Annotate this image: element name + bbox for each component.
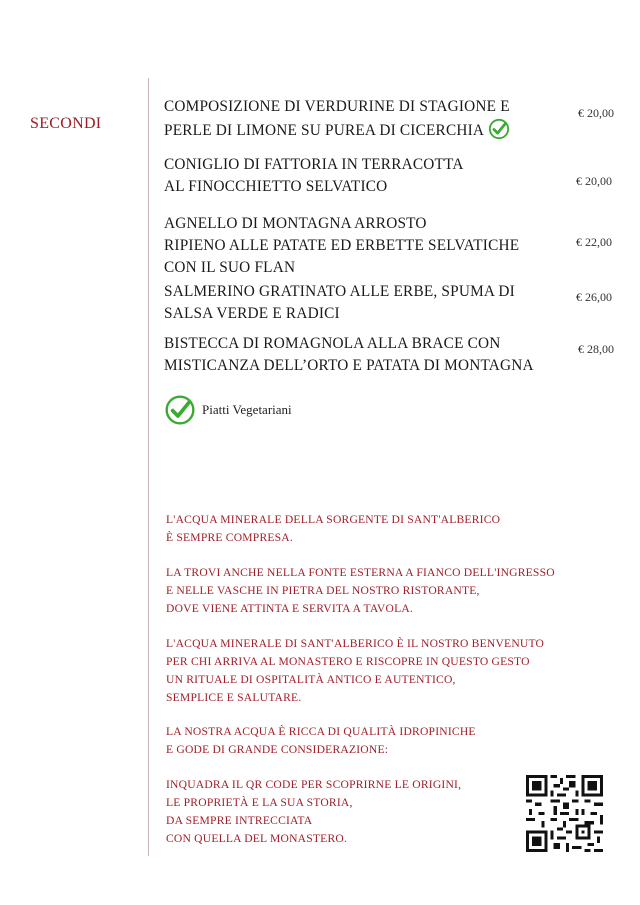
dish-name: COMPOSIZIONE DI VERDURINE DI STAGIONE E PERLE DI LIMONE SU PUREA DI CICERCHIA (164, 98, 510, 139)
dish-price: € 26,00 (576, 290, 612, 304)
vegetarian-check-icon (488, 118, 510, 140)
dish-name: CONIGLIO DI FATTORIA IN TERRACOTTA AL FINOCCHIETTO SELVATICO (164, 156, 464, 195)
dish-item (164, 154, 564, 198)
water-info-paragraph: INQUADRA IL QR CODE PER SCOPRIRNE LE ORIGINI, LE PROPRIETÀ E LA SUA STORIA, DA SEMPRE INTRECCIATA CON QUELLA DEL MONASTERO. (166, 778, 462, 845)
qr-code[interactable] (526, 775, 603, 852)
dish-name: SALMERINO GRATINATO ALLE ERBE, SPUMA DI SALSA VERDE E RADICI (164, 283, 515, 322)
section-title: SECONDI (30, 115, 102, 132)
dish-price: € 20,00 (578, 106, 614, 120)
dish-item (164, 281, 564, 325)
dish-price: € 22,00 (576, 235, 612, 249)
vegetarian-legend (164, 394, 292, 426)
dish-item (164, 213, 564, 279)
dish-price: € 28,00 (578, 342, 614, 356)
vertical-divider (148, 78, 149, 856)
dish-name: BISTECCA DI ROMAGNOLA ALLA BRACE CON MISTICANZA DELL’ORTO E PATATA DI MONTAGNA (164, 335, 534, 374)
dish-name: AGNELLO DI MONTAGNA ARROSTO RIPIENO ALLE PATATE ED ERBETTE SELVATICHE CON IL SUO FLAN (164, 215, 520, 276)
dish-item (164, 96, 564, 142)
water-info-paragraph: L'ACQUA MINERALE DI SANT'ALBERICO È IL NOSTRO BENVENUTO PER CHI ARRIVA AL MONASTERO E RISCOPRE IN QUESTO GESTO UN RITUALE DI OSPITALITÀ ANTICO E AUTENTICO, SEMPLICE E SALUTARE. (166, 637, 545, 704)
dish-item (164, 333, 564, 377)
water-info-paragraph: LA TROVI ANCHE NELLA FONTE ESTERNA A FIANCO DELL'INGRESSO E NELLE VASCHE IN PIETRA DEL NOSTRO RISTORANTE, DOVE VIENE ATTINTA E SERVITA A TAVOLA. (166, 566, 555, 615)
legend-label: Piatti Vegetariani (202, 402, 292, 417)
dish-price: € 20,00 (576, 174, 612, 188)
water-info-paragraph: LA NOSTRA ACQUA È RICCA DI QUALITÀ IDROPINICHE E GODE DI GRANDE CONSIDERAZIONE: (166, 725, 476, 756)
vegetarian-check-icon (164, 394, 196, 426)
water-info-paragraph: L'ACQUA MINERALE DELLA SORGENTE DI SANT'ALBERICO È SEMPRE COMPRESA. (166, 513, 501, 544)
